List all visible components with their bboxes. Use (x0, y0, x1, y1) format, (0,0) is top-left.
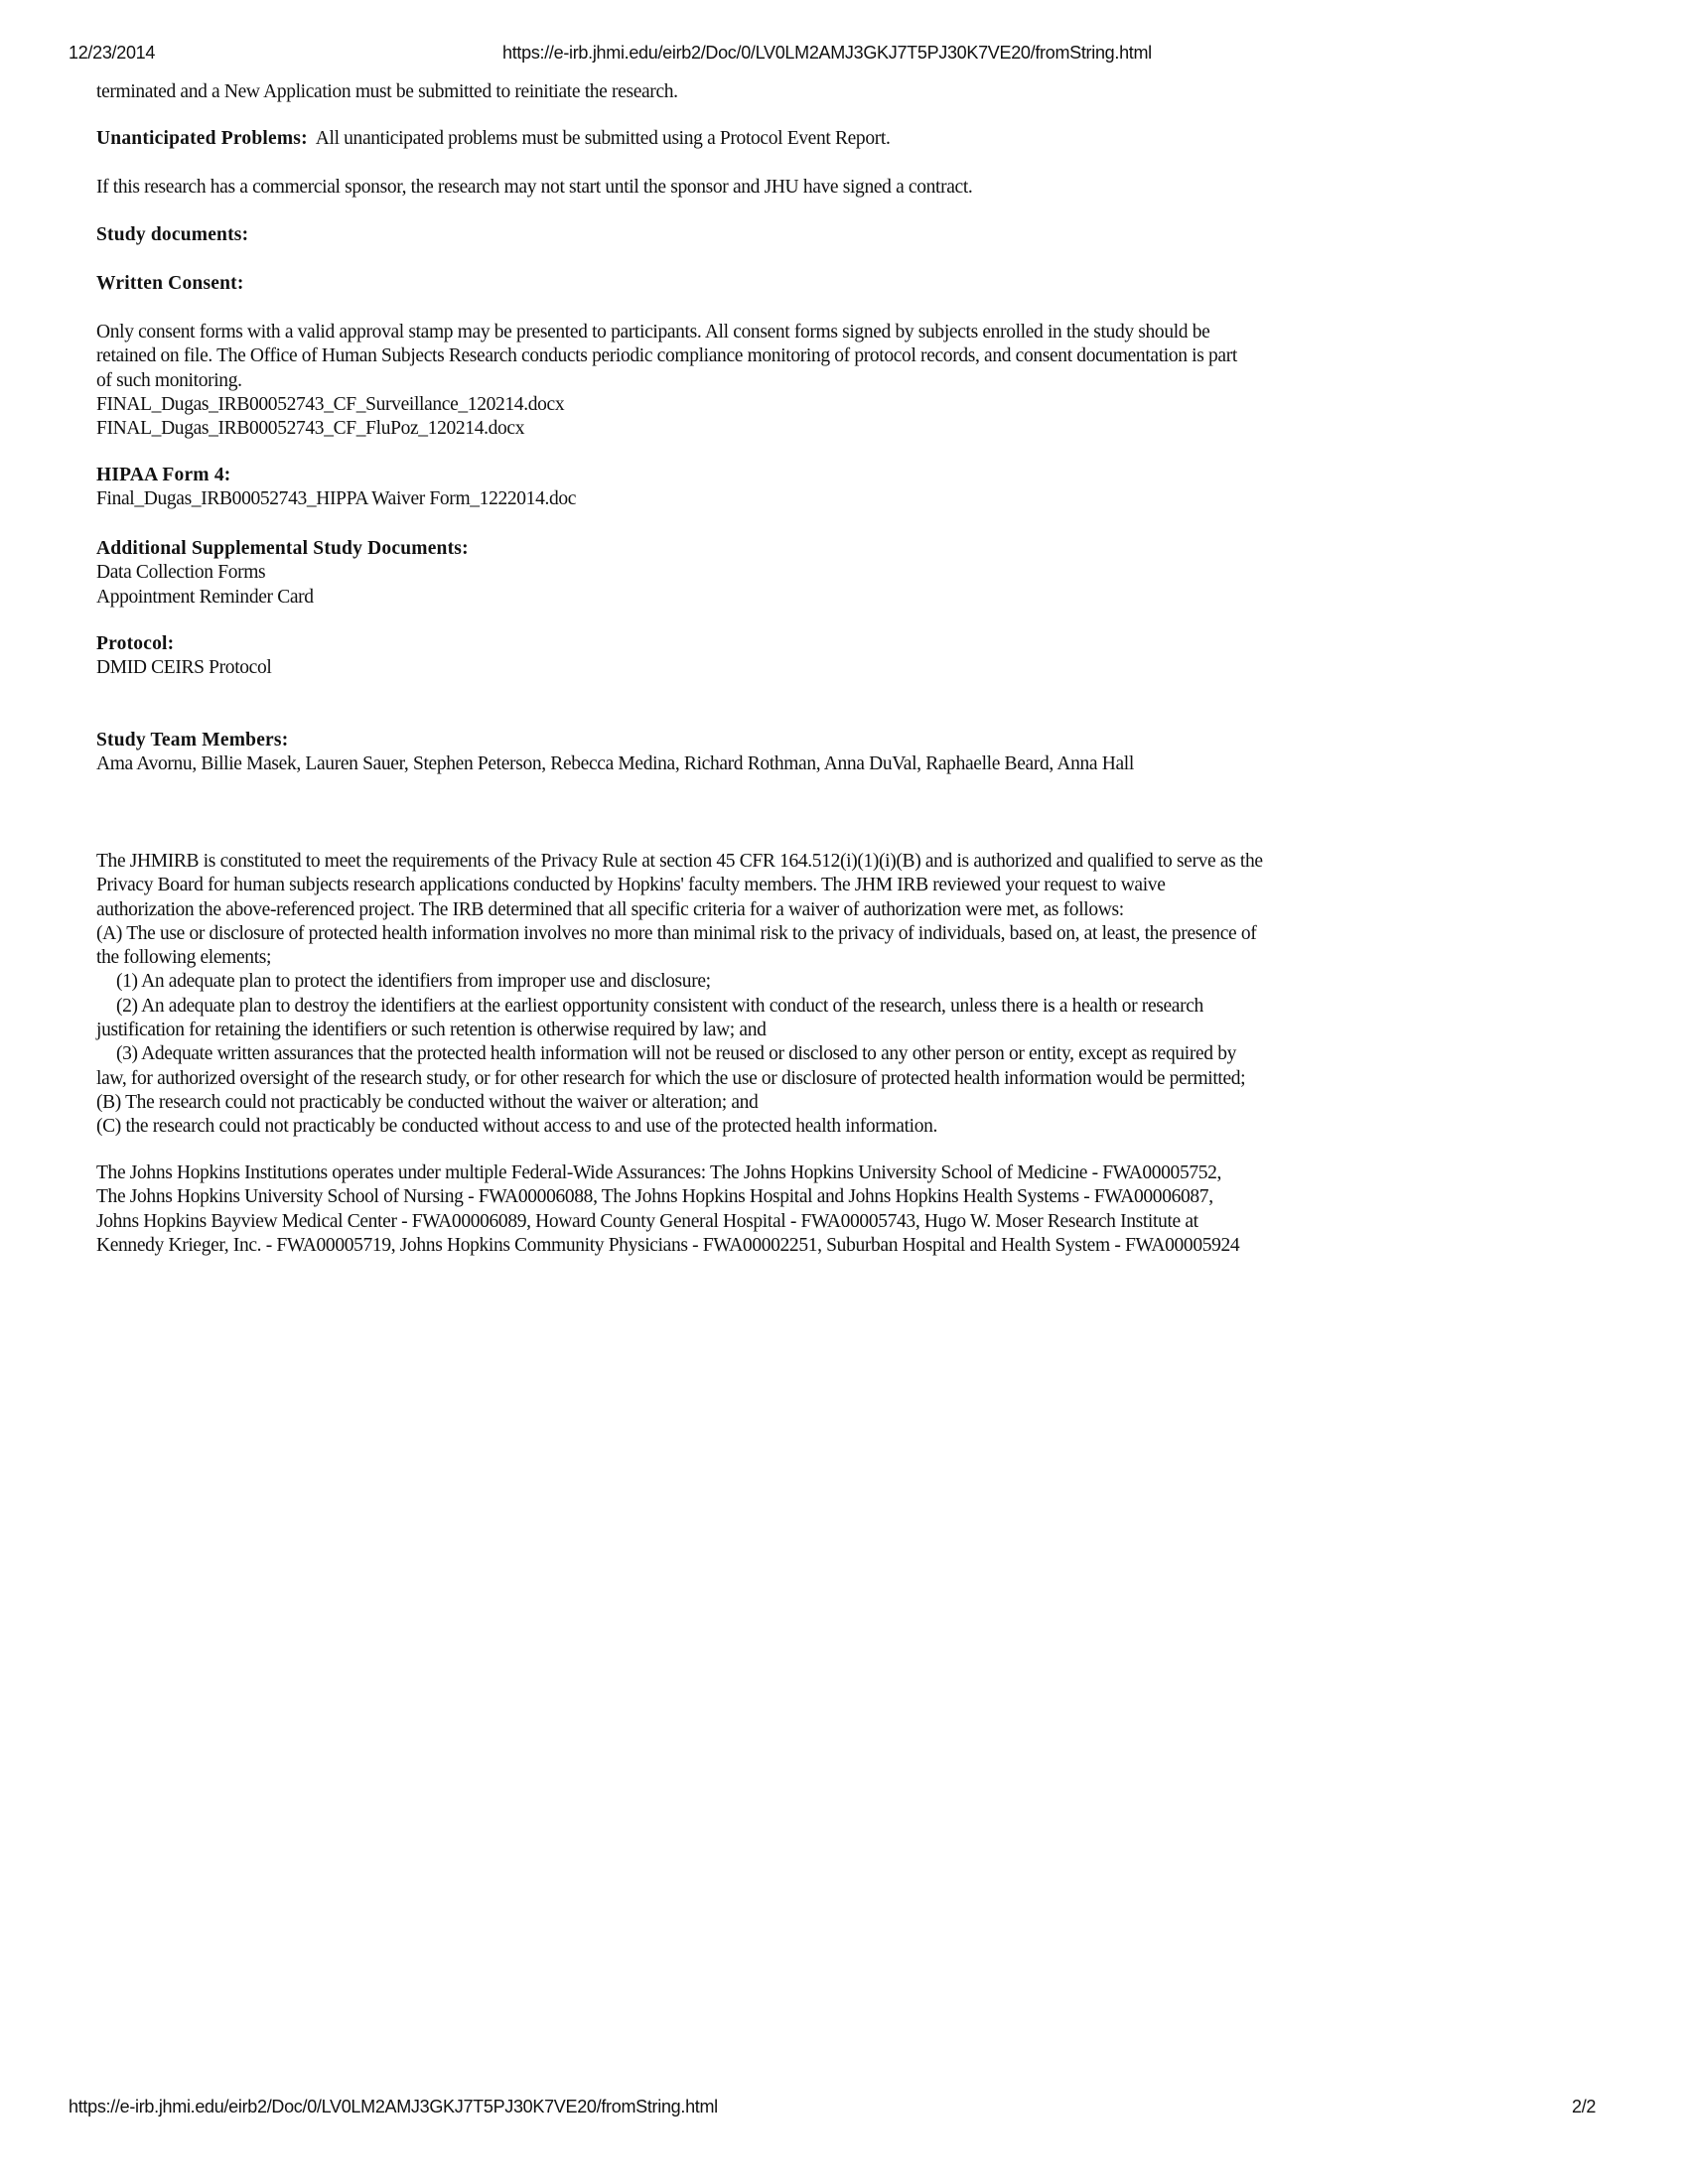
hipaa-section (96, 464, 1685, 512)
unanticipated-label: Unanticipated Problems: (96, 128, 308, 149)
fwa-paragraph (96, 1161, 1685, 1258)
privacy-line: (3) Adequate written assurances that the protected health information will not be reused or disclosed to any other person or entity, except as required by (116, 1043, 1237, 1065)
team-heading: Study Team Members: (96, 730, 289, 751)
fwa-line: Kennedy Krieger, Inc. - FWA00005719, Johns Hopkins Community Physicians - FWA00002251, Suburban Hospital and Health System - FWA00005924 (96, 1234, 1240, 1256)
consent-text-line: of such monitoring. (96, 369, 242, 391)
sponsor-line (96, 176, 1685, 200)
privacy-line: The JHMIRB is constituted to meet the requirements of the Privacy Rule at section 45 CFR 164.512(i)(1)(i)(B) and is authorized and qualified to serve as the (96, 851, 1263, 872)
page-number: 2/2 (1572, 2097, 1597, 2116)
team-section (96, 729, 1685, 777)
written-consent-section (96, 321, 1685, 441)
privacy-line: authorization the above-referenced project. The IRB determined that all specific criteria for a waiver of authorization were met, as follows: (96, 898, 1124, 920)
protocol-file: DMID CEIRS Protocol (96, 657, 272, 679)
unanticipated-problems (96, 127, 1685, 151)
sponsor-text: If this research has a commercial sponsor, the research may not start until the sponsor and JHU have signed a contract. (96, 177, 973, 198)
fwa-line: The Johns Hopkins University School of Nursing - FWA00006088, The Johns Hopkins Hospital and Johns Hopkins Health Systems - FWA00006087, (96, 1186, 1213, 1208)
written-consent-label: Written Consent: (96, 273, 244, 294)
privacy-line: (2) An adequate plan to destroy the identifiers at the earliest opportunity consistent with conduct of the research, unless there is a health or research (116, 995, 1203, 1017)
privacy-line: (A) The use or disclosure of protected health information involves no more than minimal risk to the privacy of individuals, based on, at least, the presence of (96, 922, 1257, 944)
hipaa-file: Final_Dugas_IRB00052743_HIPPA Waiver Form_1222014.doc (96, 488, 577, 510)
team-members: Ama Avornu, Billie Masek, Lauren Sauer, Stephen Peterson, Rebecca Medina, Richard Rothman, Anna DuVal, Raphaelle Beard, Anna Hall (96, 753, 1134, 775)
privacy-line: justification for retaining the identifiers or such retention is otherwise required by law; and (96, 1020, 767, 1041)
privacy-line: (C) the research could not practicably be conducted without access to and use of the protected health information. (96, 1116, 938, 1138)
consent-text-line: retained on file. The Office of Human Subjects Research conducts periodic compliance monitoring of protocol records, and consent documentation is part (96, 345, 1237, 367)
supplemental-heading: Additional Supplemental Study Documents: (96, 538, 469, 559)
privacy-line: law, for authorized oversight of the research study, or for other research for which the use or disclosure of protected health information would be permitted; (96, 1067, 1246, 1089)
consent-file: FINAL_Dugas_IRB00052743_CF_FluPoz_120214.docx (96, 418, 525, 440)
unanticipated-text: All unanticipated problems must be submitted using a Protocol Event Report. (315, 128, 891, 149)
print-url-header: https://e-irb.jhmi.edu/eirb2/Doc/0/LV0LM2AMJ3GKJ7T5PJ30K7VE20/fromString.html (502, 43, 1152, 63)
privacy-line: the following elements; (96, 947, 272, 969)
privacy-line: Privacy Board for human subjects research applications conducted by Hopkins' faculty members. The JHM IRB reviewed your request to waive (96, 875, 1166, 896)
consent-file: FINAL_Dugas_IRB00052743_CF_Surveillance_120214.docx (96, 393, 565, 415)
print-date: 12/23/2014 (69, 43, 156, 63)
fwa-line: The Johns Hopkins Institutions operates under multiple Federal-Wide Assurances: The Johns Hopkins University School of Medicine - FWA00005752, (96, 1162, 1222, 1183)
fwa-line: Johns Hopkins Bayview Medical Center - FWA00006089, Howard County General Hospital - FWA00005743, Hugo W. Moser Research Institute at (96, 1210, 1198, 1232)
intro-line (96, 80, 1685, 104)
study-documents-label: Study documents: (96, 224, 249, 245)
written-consent-heading (96, 272, 1685, 296)
supplemental-file: Appointment Reminder Card (96, 586, 314, 608)
protocol-heading: Protocol: (96, 633, 175, 654)
study-documents-heading (96, 223, 1685, 247)
supplemental-file: Data Collection Forms (96, 562, 266, 584)
supplemental-section (96, 537, 1685, 610)
hipaa-heading: HIPAA Form 4: (96, 465, 231, 485)
privacy-board-paragraph (96, 850, 1685, 1140)
intro-text: terminated and a New Application must be submitted to reinitiate the research. (96, 81, 678, 102)
print-url-footer: https://e-irb.jhmi.edu/eirb2/Doc/0/LV0LM2AMJ3GKJ7T5PJ30K7VE20/fromString.html (69, 2097, 718, 2116)
privacy-line: (B) The research could not practicably be conducted without the waiver or alteration; and (96, 1091, 759, 1113)
privacy-line: (1) An adequate plan to protect the identifiers from improper use and disclosure; (116, 971, 711, 993)
consent-text-line: Only consent forms with a valid approval stamp may be presented to participants. All consent forms signed by subjects enrolled in the study should be (96, 322, 1210, 342)
protocol-section (96, 632, 1685, 681)
